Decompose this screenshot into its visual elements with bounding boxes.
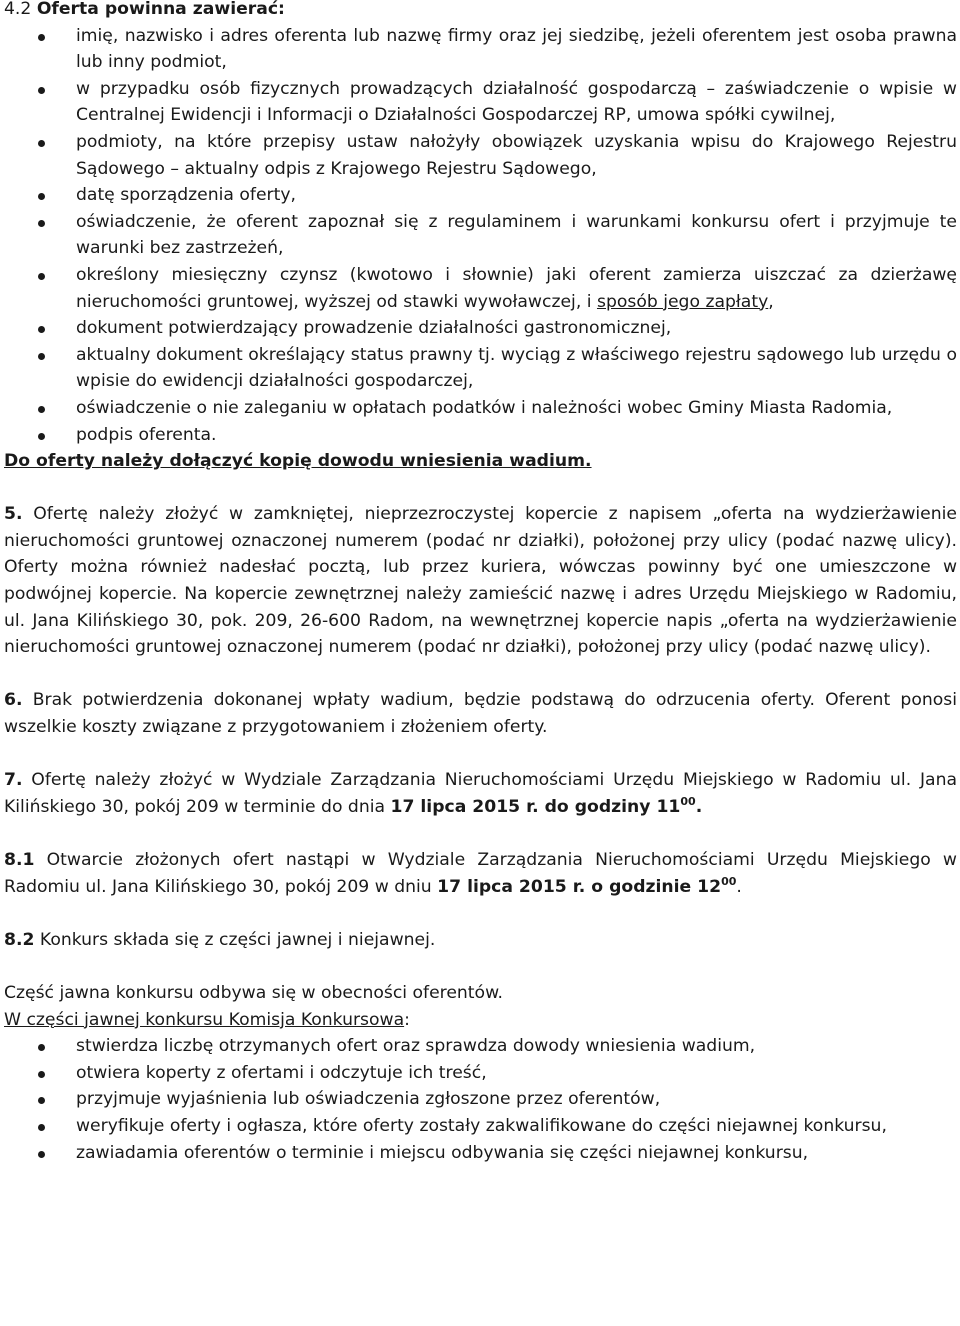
bullet-icon bbox=[38, 326, 45, 333]
opening-date: 17 lipca 2015 r. o godzinie 12 bbox=[437, 876, 722, 897]
list-item: stwierdza liczbę otrzymanych ofert oraz sprawdza dowody wniesienia wadium, bbox=[4, 1033, 957, 1060]
section-8-1: 8.1 Otwarcie złożonych ofert nastąpi w Wydziale Zarządzania Nieruchomościami Urzędu Miejskiego w Radomiu ul. Jana Kilińskiego 30, pokój 209 w dniu 17 lipca 2015 r. o godzinie $12^{00}$. bbox=[4, 850, 957, 897]
list-item: zawiadamia oferentów o terminie i miejscu odbywania się części niejawnej konkursu, bbox=[4, 1140, 957, 1167]
section-number: 4.2 bbox=[4, 0, 32, 19]
list-item: datę sporządzenia oferty, bbox=[4, 182, 957, 209]
list-item: oświadczenie o nie zaleganiu w opłatach podatków i należności wobec Gminy Miasta Radomia, bbox=[4, 395, 957, 422]
section-8-2: 8.2 Konkurs składa się z części jawnej i niejawnej. bbox=[4, 929, 436, 950]
commission-tasks-list bbox=[4, 1033, 957, 1166]
bullet-icon bbox=[38, 1071, 45, 1078]
section-title: Oferta powinna zawierać: bbox=[36, 0, 285, 19]
list-item: podmioty, na które przepisy ustaw nałożyły obowiązek uzyskania wpisu do Krajowego Rejestru Sądowego – aktualny odpis z Krajowego Rejestru Sądowego, bbox=[4, 129, 957, 182]
bullet-icon bbox=[38, 220, 45, 227]
list-item: aktualny dokument określający status prawny tj. wyciąg z właściwego rejestru sądowego lub urzędu o wpisie do ewidencji działalności gospodarczej, bbox=[4, 342, 957, 395]
document-page bbox=[4, 0, 957, 1166]
bullet-icon bbox=[38, 406, 45, 413]
public-part-label: W części jawnej konkursu Komisja Konkursowa: bbox=[4, 1009, 410, 1030]
bullet-icon bbox=[38, 1044, 45, 1051]
bullet-icon bbox=[38, 433, 45, 440]
list-item: podpis oferenta. bbox=[4, 422, 957, 449]
bullet-icon bbox=[38, 353, 45, 360]
deadline-date: 17 lipca 2015 r. do godziny 11 bbox=[390, 796, 681, 817]
section-number: 8.2 bbox=[4, 929, 35, 950]
list-item: imię, nazwisko i adres oferenta lub nazwę firmy oraz jej siedzibę, jeżeli oferentem jest osoba prawna lub inny podmiot, bbox=[4, 23, 957, 76]
section-number: 8.1 bbox=[4, 850, 35, 870]
section-6: 6. Brak potwierdzenia dokonanej wpłaty wadium, będzie podstawą do odrzucenia oferty. Oferent ponosi wszelkie koszty związane z przygotowaniem i złożeniem oferty. bbox=[4, 690, 957, 738]
list-item: weryfikuje oferty i ogłasza, które oferty zostały zakwalifikowane do części niejawnej konkursu, bbox=[4, 1113, 957, 1140]
section-4-2-heading bbox=[4, 0, 957, 23]
list-item: dokument potwierdzający prowadzenie działalności gastronomicznej, bbox=[4, 315, 957, 342]
bullet-icon bbox=[38, 273, 45, 280]
section-number: 5. bbox=[4, 504, 23, 525]
list-item: otwiera koperty z ofertami i odczytuje ich treść, bbox=[4, 1060, 957, 1087]
bullet-icon bbox=[38, 87, 45, 94]
list-item: przyjmuje wyjaśnienia lub oświadczenia zgłoszone przez oferentów, bbox=[4, 1086, 957, 1113]
payment-method-text: sposób jego zapłaty bbox=[596, 291, 769, 312]
list-item: określony miesięczny czynsz (kwotowo i słownie) jaki oferent zamierza uiszczać za dzierżawę nieruchomości gruntowej, wyższej od stawki wywoławczej, i sposób jego zapłaty, bbox=[4, 262, 957, 315]
section-number: 6. bbox=[4, 690, 23, 711]
bullet-icon bbox=[38, 193, 45, 200]
bullet-icon bbox=[38, 1124, 45, 1131]
opening-minutes: 00 bbox=[721, 874, 737, 888]
bullet-icon bbox=[38, 140, 45, 147]
bullet-icon bbox=[38, 1097, 45, 1104]
public-part-intro: Część jawna konkursu odbywa się w obecności oferentów. bbox=[4, 982, 504, 1003]
section-5: 5. Ofertę należy złożyć w zamkniętej, nieprzezroczystej kopercie z napisem „oferta na wydzierżawienie nieruchomości gruntowej oznaczonej numerem (podać nr działki), położonej przy ulicy (podać nazwę ulicy). Oferty można również nadesłać pocztą, lub przez kuriera, wówczas powinny być one umieszczone w podwójnej kopercie. Na kopercie zewnętrznej należy zamieścić nazwę i adres Urzędu Miejskiego w Radomiu, ul. Jana Kilińskiego 30, pok. 209, 26-600 Radom, na wewnętrznej kopercie napis „oferta na wydzierżawienie nieruchomości gruntowej oznaczonej numerem (podać nr działki), położonej przy ulicy (podać nazwę ulicy). bbox=[4, 504, 957, 658]
bullet-icon bbox=[38, 34, 45, 41]
deposit-note: Do oferty należy dołączyć kopię dowodu wniesienia wadium. bbox=[4, 451, 592, 472]
deadline-minutes: 00 bbox=[680, 794, 696, 808]
list-item: w przypadku osób fizycznych prowadzących działalność gospodarczą – zaświadczenie o wpisie w Centralnej Ewidencji i Informacji o Działalności Gospodarczej RP, umowa spółki cywilnej, bbox=[4, 76, 957, 129]
offer-contents-list bbox=[4, 23, 957, 449]
section-7: 7. Ofertę należy złożyć w Wydziale Zarządzania Nieruchomościami Urzędu Miejskiego w Radomiu ul. Jana Kilińskiego 30, pokój 209 w terminie do dnia 17 lipca 2015 r. do godziny $11^{00}$. bbox=[4, 770, 957, 817]
list-item: oświadczenie, że oferent zapoznał się z regulaminem i warunkami konkursu ofert i przyjmuje te warunki bez zastrzeżeń, bbox=[4, 209, 957, 262]
section-number: 7. bbox=[4, 770, 23, 791]
bullet-icon bbox=[38, 1151, 45, 1158]
